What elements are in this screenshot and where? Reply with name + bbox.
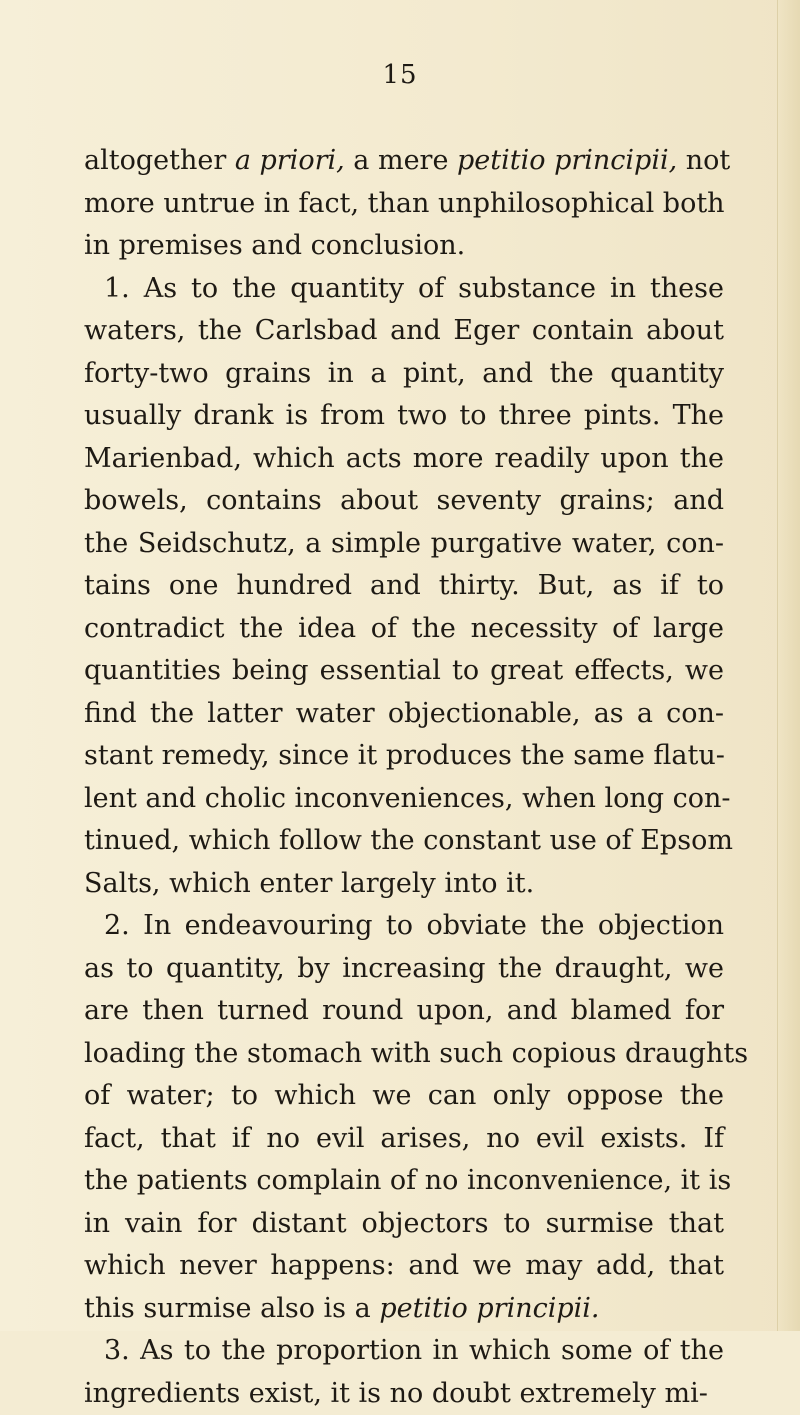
text-run: bowels, contains about seventy grains; and [84, 485, 724, 516]
text-run: forty-two grains in a pint, and the quantity [84, 358, 724, 389]
page-number: 15 [0, 60, 800, 90]
text-line [84, 1203, 724, 1246]
paragraph [84, 905, 724, 1330]
text-run: find the latter water objectionable, as a con- [84, 698, 724, 729]
text-line [84, 1160, 724, 1203]
paragraph [84, 268, 724, 906]
text-line [84, 140, 724, 183]
text-run: a mere [345, 145, 457, 176]
text-line [84, 1033, 724, 1076]
text-line [84, 1118, 724, 1161]
text-line [84, 820, 724, 863]
text-line [84, 183, 724, 226]
text-line [84, 905, 724, 948]
text-line [84, 735, 724, 778]
text-line [84, 310, 724, 353]
body-text [84, 140, 724, 1415]
text-run: tains one hundred and thirty. But, as if to [84, 570, 724, 601]
text-run: ingredients exist, it is no doubt extremely mi- [84, 1378, 708, 1409]
text-run: 3. As to the proportion in which some of the [104, 1335, 724, 1366]
text-line [84, 863, 724, 906]
text-run: in vain for distant objectors to surmise that [84, 1208, 724, 1239]
text-run: altogether [84, 145, 235, 176]
text-run: are then turned round upon, and blamed for [84, 995, 724, 1026]
text-run: contradict the idea of the necessity of large [84, 613, 724, 644]
text-line [84, 268, 724, 311]
text-run: fact, that if no evil arises, no evil exists. If [84, 1123, 724, 1154]
italic-text-run: petitio principii, [457, 145, 677, 176]
paragraph [84, 1330, 724, 1415]
italic-text-run: a priori, [235, 145, 345, 176]
text-run: not [677, 145, 730, 176]
text-run: Marienbad, which acts more readily upon the [84, 443, 724, 474]
text-run: quantities being essential to great effects, we [84, 655, 724, 686]
text-line [84, 1330, 724, 1373]
text-run: as to quantity, by increasing the draught, we [84, 953, 724, 984]
text-line [84, 650, 724, 693]
text-run: more untrue in fact, than unphilosophical both [84, 188, 725, 219]
page-edge [777, 0, 800, 1331]
text-run: which never happens: and we may add, that [84, 1250, 724, 1281]
text-line [84, 480, 724, 523]
text-line [84, 990, 724, 1033]
text-line [84, 778, 724, 821]
text-run: the patients complain of no inconvenience, it is [84, 1165, 731, 1196]
text-run: stant remedy, since it produces the same flatu- [84, 740, 725, 771]
text-run: 2. In endeavouring to obviate the objection [104, 910, 724, 941]
text-line [84, 523, 724, 566]
text-line [84, 693, 724, 736]
paragraph [84, 140, 724, 268]
text-line [84, 1288, 724, 1331]
text-line [84, 353, 724, 396]
text-line [84, 565, 724, 608]
text-line [84, 608, 724, 651]
text-run: Salts, which enter largely into it. [84, 868, 534, 899]
text-run: lent and cholic inconveniences, when long con- [84, 783, 731, 814]
text-run: usually drank is from two to three pints. The [84, 400, 724, 431]
text-run: 1. As to the quantity of substance in these [104, 273, 724, 304]
text-run: of water; to which we can only oppose the [84, 1080, 724, 1111]
text-line [84, 1245, 724, 1288]
text-line [84, 1075, 724, 1118]
text-run: this surmise also is a [84, 1293, 379, 1324]
text-run: loading the stomach with such copious draughts [84, 1038, 748, 1069]
text-run: tinued, which follow the constant use of Epsom [84, 825, 733, 856]
text-run: waters, the Carlsbad and Eger contain about [84, 315, 724, 346]
text-line [84, 438, 724, 481]
text-line [84, 948, 724, 991]
italic-text-run: petitio principii. [379, 1293, 599, 1324]
text-line [84, 395, 724, 438]
text-run: the Seidschutz, a simple purgative water, con- [84, 528, 724, 559]
text-line [84, 225, 724, 268]
text-run: in premises and conclusion. [84, 230, 465, 261]
text-line [84, 1373, 724, 1415]
